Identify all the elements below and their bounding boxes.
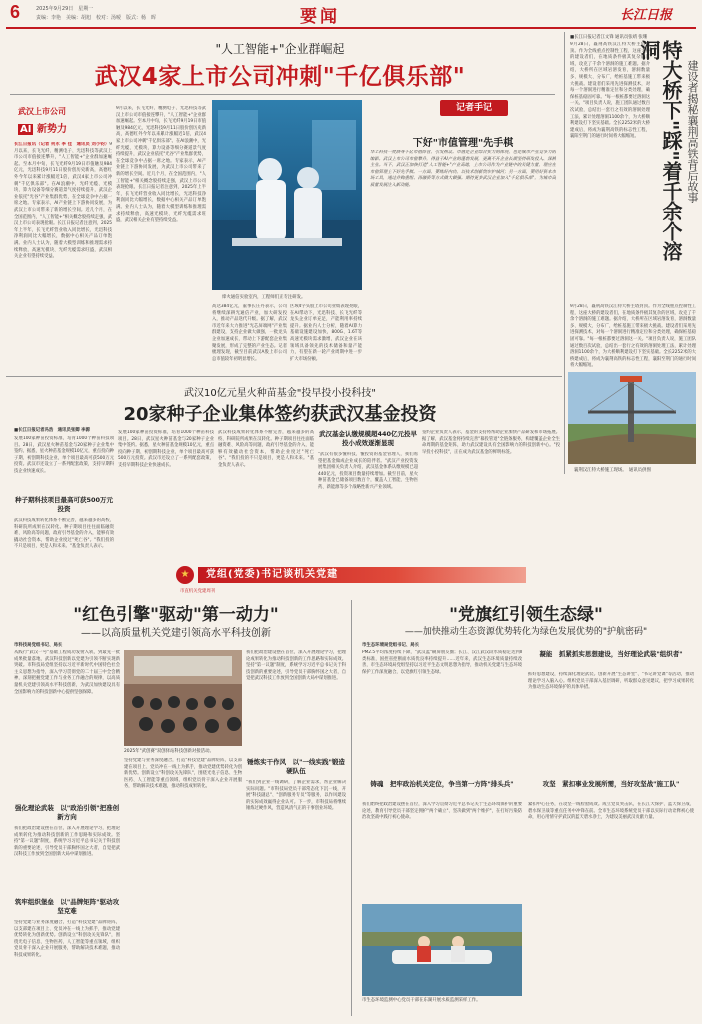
party-left-headline: "红色引擎"驱动"第一动力"	[73, 605, 279, 625]
lead-byline: 长江日报讯（记者 何永 李 佳 通讯员 刘小钧）	[14, 142, 110, 147]
party-right-headline: "党旗红引领生态绿"	[449, 605, 603, 625]
party-left-body-2: 我们把政治建设摆在首位，深入开展理论学习，把理论成果转化为推动科技创新的工作思路和实际成效。坚持"第一议题"制度，系统学习习近平总书记关于科技创新的重要论述，引导党员干部胸怀国之大者，自觉把武汉科技工作放到全国创新大局中谋划推进。	[14, 826, 120, 858]
party-left-subhead-2: 筑牢组织堡垒 以"品牌矩阵"驱动攻坚克难	[14, 898, 120, 915]
section-rule-1	[6, 376, 562, 377]
party-left-body-1: 从践行"武汉一号"基础工程成功发射入轨，到最先一批成果批量落地，武汉科技创新以党建为引领不断实现新突破。市科技局党组坚持以习近平新时代中国特色社会主义思想为指导，深入学习贯彻党的二十届三中全会精神，深刻把握党建工作与业务工作融合的规律，以高质量机关党建引领高水平科技创新，为武汉加快建设具有全国影响力的科技创新中心提供坚强保障。	[14, 650, 120, 695]
lead-kicker: "人工智能+"企业群崛起	[215, 42, 345, 56]
editors-line: 责编：李艳 美编：胡旭 校对：汤嗳 版式：杨 晖	[36, 15, 157, 21]
party-sub-banner: 市直机关党建周刊	[180, 589, 216, 594]
section-name: 要闻	[300, 7, 340, 27]
party-right-byline: 市生态环境局党组书记、局长	[362, 643, 420, 648]
party-banner	[176, 566, 526, 584]
commentary-tag	[440, 100, 508, 116]
lead-headline: 武汉4家上市公司冲刺"千亿俱乐部"	[94, 64, 466, 90]
lead-body-col2: 9月以来，长飞光纤、精测电子、光迅科技等武汉上市公司市值接连攀升，"人工智能+"企业群加速崛起。至本月中旬，长飞光纤9月19日市值触及984亿元，光迅科技9月11日股价创历史新高，高德红外今年以来累计涨幅近1倍，武汉4家上市公司冲刺"千亿俱乐部"。在AI浪潮中，光纤光缆、光模块、算力设备等细分赛道景气度持续提升，武汉企业依托"光谷"产业集群优势，在全球竞争中占据一席之地。专家表示，AI产业链上下游协同发展，为武汉上市公司带来了新的增长空间。近几个月，在全国范围内，"人工智能+"相关概念股持续走强，武汉上市公司表现抢眼。长江日报记者注意到，2025年上半年，长飞光纤营业收入同比增长，光迅科技净利润同比大幅增长，数据中心相关产品订单饱满。业内人士认为，随着大模型训练和推理需求持续释放，高速光模块、光纤光缆需求旺盛，武汉相关企业有望持续受益。	[116, 106, 206, 224]
side-vertical-title: 特大桥下"踩"着千余个溶洞	[637, 40, 683, 261]
party-emblem-icon: ★	[176, 566, 194, 584]
investment-byline: ■长江日报记者冯浩 通讯员张卿 李源	[14, 428, 90, 433]
lead-body-col3: 高达384亿元，董事长庄丹表示，公司将继续深耕光通信产业，加大研发投入，推动产品迭代升级。据了解，武汉市近年来大力推进"光芯屏端网"产业集群建设，支持企业做大做强，一批龙头企业加速成长，带动上下游配套企业集聚发展，形成了完整的产业生态。记者梳理发现，截至目前武汉A股上市公司总市值较年初明显增长。	[212, 304, 287, 362]
party-right-body-3: 抓好思想建设，持续深化理论武装。创新开展"生态讲堂"、"书记讲党课"等活动，推动理论学习入脑入心。组织党员干部深入基层调研，听取群众意见建议，把学习成果转化为推动生态环境保护的具体举措。	[528, 672, 694, 691]
party-right-subhead-1: 铸魂 把牢政治机关定位，争当第一方阵"排头兵"	[370, 780, 514, 788]
lead-tag-line1: 武汉上市公司	[18, 107, 66, 116]
investment-body-col2: 发展100家种苗投资标准，培育1000个种苗科技项目。28日，武汉星火种苗基金与20家种子企业集中签约。据悉，星火种苗基金规模10亿元，重点投向种子期、初创期科技企业，单个项目最高可获500万元投资。武汉市还设立了一系列配套政策，支持早期科技企业快速成长。	[118, 430, 214, 468]
party-left-subheadline: ——以高质量机关党建引领高水平科技创新	[81, 628, 271, 639]
party-left-subhead-1: 强化理论武装 以"政治引领"把准创新方向	[14, 804, 120, 821]
lab-photo-caption: 烽火通信实验室内，工程师们正专注研发。	[222, 295, 306, 300]
party-left-byline: 市科技局党组书记、局长	[14, 643, 63, 648]
investment-body-1: 发展100家种苗投资标准，培育1000个种苗科技项目。28日，武汉星火种苗基金与20家种子企业集中签约。据悉，星火种苗基金规模10亿元，重点投向种子期、初创期科技企业，单个项目最高可获500万元投资。武汉市还设立了一系列配套政策，支持早期科技企业快速成长。	[14, 436, 114, 474]
party-center-divider	[351, 600, 352, 1016]
investment-headline: 20家种子企业集体签约获武汉基金投资	[123, 404, 437, 425]
lead-headline-rule	[10, 94, 555, 95]
investment-body-2: 武汉科技成果转化体系不断完善，越来越多的高校、科研院所成果在汉转化。种子期项目往往面临融资难、风险高等问题，政府引导基金的介入，能够有效撬动社会资本，帮助企业度过"死亡谷"。"我们投的不只是项目，更是人和未来。"基金负责人表示。	[14, 518, 114, 550]
water-sampling-photo	[362, 904, 522, 996]
lead-tag	[18, 106, 108, 136]
water-sampling-photo-caption: 市生态环境监测中心党员干部在东湖开展水质监测采样工作。	[362, 998, 481, 1003]
commentary-body: 华工科技一度跻身千亿市值阵营，引发热议。市值是企业综合实力的体现，也是城市产业竞争力的缩影。武汉上市公司市值攀升，得益于AI产业的蓬勃发展，更离不开企业长期坚持研发投入、深耕主业。当下，武汉正加快打造"人工智能+"产业高地，上市公司作为产业链中的关键力量，理应在市值管理上下好先手棋。一方面，要练好内功，以技术创新筑牢护城河；另一方面，要用好资本市场工具，通过并购重组、再融资等方式做大做强。期待更多武汉企业加入"千亿俱乐部"，为城市高质量发展注入新动能。	[370, 150, 556, 188]
investment-subhead-1: 种子期科技项目最高可获500万元投资	[14, 496, 114, 513]
party-left-subhead-3: 锤炼实干作风 以"一线实践"锻造硬队伍	[247, 758, 345, 775]
lead-tag-line2: 新势力	[36, 124, 67, 135]
lead-tag-ai-badge: AI	[20, 124, 32, 135]
date-line: 2025年9月29日 星期一	[36, 6, 94, 12]
investment-kicker: 武汉10亿元星火种苗基金"投早投小投科技"	[184, 388, 376, 399]
party-right-subhead-3: 攻坚 紧扣事业发展所需，当好攻坚战"施工队"	[542, 780, 680, 788]
masthead-rule	[6, 27, 696, 29]
side-divider	[564, 32, 565, 474]
side-vertical-subtitle: 建设者揭秘襄荆高铁背后故事	[686, 60, 699, 203]
masthead	[0, 0, 702, 28]
investment-body-col3: 武汉科技成果转化体系不断完善，越来越多的高校、科研院所成果在汉转化。种子期项目往往面临融资难、风险高等问题，政府引导基金的介入，能够有效撬动社会资本，帮助企业度过"死亡谷"。"我们投的不只是项目，更是人和未来。"基金负责人表示。	[218, 430, 314, 468]
party-left-body-col2: 坚持党建与业务深度融合，打造"科技党建"品牌矩阵，以支部建在项目上、党员冲在一线上为抓手，推动党建优势转化为创新优势。创新设立"科创攻关先锋队"，围绕光电子信息、生物医药、人工智能等重点领域，组织党员骨干深入企业开展服务，帮助解决技术难题，推动科技成果转化。	[124, 758, 242, 790]
party-right-body-2: 我们始终把政治建设摆在首位，深入学习贯彻习近平总书记关于生态环境保护的重要论述，教育引导党员干部坚定拥护"两个确立"、坚决做到"两个维护"，在打好污染防治攻坚战中践行初心使命。	[362, 802, 522, 821]
party-right-body-1: PM2.5平均浓度持续下降，"武汉蓝"刷屏朋友圈；长江、汉江武汉段水质稳定达到Ⅱ类标准，国控省控断面水质优良率持续提升……近年来，武汉生态环境质量持续改善，市生态环境局党组坚持以习近平生态文明思想为指导，推动机关党建与生态环境保护工作深度融合，以党旗红引领生态绿。	[362, 650, 522, 675]
side-header: ■长江日报记者江文锋 通讯员张靖 张珊	[570, 35, 648, 40]
meeting-photo-caption: 2025年"武创赛"双创驿站科技创新对接活动。	[124, 749, 214, 754]
party-right-subheadline: ——加快推动生态资源优势转化为绿色发展优势的"护航密码"	[404, 627, 648, 637]
commentary-title: 下好"市值管理"先手棋	[412, 138, 514, 149]
party-banner-title: 党组(党委)书记谈机关党建	[206, 569, 339, 580]
party-left-body-4: "我们到企业一线调研，了解企业需求，帮企业解决实际问题。"市科技局党员干部常态化下沉一线，开展"科技副总"、"创新服务专员"等服务，以作风建设的实际成效赢得企业认可。下一步，市科技局将继续锤炼过硬作风，营造风清气正的干事创业环境。	[246, 780, 346, 812]
meeting-photo	[124, 650, 242, 746]
investment-body-4: 签约企业负责人表示，基金的支持将帮助企业加快产品研发和市场拓展。据了解，武汉基金将持续完善"募投管退"全链条服务，构建覆盖企业全生命周期的基金矩阵，助力武汉建设具有全国影响力的科技创新中心。"投早投小投科技"，正在成为武汉基金的鲜明标签。	[422, 430, 560, 455]
party-right-subhead-2: 凝能 抓紧抓实思想建设，当好理论武装"组织者"	[539, 650, 683, 658]
investment-subhead-2: 武汉基金认缴规模超440亿元投早投小成效逐渐显现	[318, 430, 418, 447]
side-body-lower: 9月28日，襄荆高铁汉江特大桥主塔封顶。作为全线重点控制性工程，这座大桥的建设者们，在地质条件极其复杂的区域，攻克了千余个溶洞的施工难题。据介绍，大桥所在区域岩溶发育，溶洞数量多、规模大、分布广，给桩基施工带来极大挑战。建设者们采用先进探测技术，对每一个溶洞进行精准定位和分类处理，确保桩基稳固可靠。"每一根桩都要过溶洞这一关。"项目负责人说，施工团队通过数百次试验，总结出一套行之有效的溶洞处理工法，累计处理溶洞1100余个，为大桥顺利建设打下坚实基础。全长2252米的大桥建成后，将成为襄荆高铁的标志性工程，襄阳至荆门的通行时间将大幅缩短。	[570, 304, 696, 368]
bridge-photo	[568, 372, 696, 464]
side-body-upper: 9月28日，襄荆高铁汉江特大桥主塔封顶。作为全线重点控制性工程，这座大桥的建设者们，在地质条件极其复杂的区域，攻克了千余个溶洞的施工难题。据介绍，大桥所在区域岩溶发育，溶洞数量多、规模大、分布广，给桩基施工带来极大挑战。建设者们采用先进探测技术，对每一个溶洞进行精准定位和分类处理，确保桩基稳固可靠。"每一根桩都要过溶洞这一关。"项目负责人说，施工团队通过数百次试验，总结出一套行之有效的溶洞处理工法，累计处理溶洞1100余个，为大桥顺利建设打下坚实基础。全长2252米的大桥建成后，将成为襄荆高铁的标志性工程，襄阳至荆门的通行时间将大幅缩短。	[570, 42, 650, 140]
investment-body-3: "武汉有很多懂科技、懂投资的基金管理人，我们希望把基金做成企业成长的陪伴者。"武汉产业投资发展集团相关负责人介绍，武汉基金体系认缴规模已超440亿元，投资项目数量持续增加。截至目前，星火种苗基金已储备项目数百个，覆盖人工智能、生物医药、新能源等多个战略性新兴产业领域。	[318, 452, 418, 490]
party-right-body-4: 紧扣中心任务，在攻坚一线检验成效。成立党员突击队，在长江大保护、蓝天保卫战、碧水保卫战等重点任务中冲锋在前。全市生态环境系统党员干部以实际行动诠释初心使命，用心用情守护武汉的蓝天碧水净土，为建设美丽武汉贡献力量。	[528, 802, 694, 821]
lead-body-col4: 区域4字头股上市公司业绩表现亮眼，在AI带动下，光迅科技、长飞光纤等龙头企业订单充足，产能利用率持续提升。据业内人士分析，随着AI算力基础设施建设加快，800G、1.6T等高速光模块需求激增，武汉企业在该领域具备领先的技术储备和量产能力，有望在新一轮产业周期中进一步扩大市场份额。	[290, 304, 362, 362]
commentary-tag-label: 记者手记	[455, 103, 492, 113]
paper-name-logo: 长江日报	[620, 8, 673, 23]
party-left-body-col3-top: 我们把政治建设摆在首位，深入开展理论学习，把理论成果转化为推动科技创新的工作思路和实际成效。坚持"第一议题"制度，系统学习习近平总书记关于科技创新的重要论述，引导党员干部胸怀国之大者，自觉把武汉科技工作放到全国创新大局中谋划推进。	[246, 650, 346, 682]
party-left-body-3: 坚持党建与业务深度融合，打造"科技党建"品牌矩阵，以支部建在项目上、党员冲在一线上为抓手，推动党建优势转化为创新优势。创新设立"科创攻关先锋队"，围绕光电子信息、生物医药、人工智能等重点领域，组织党员骨干深入企业开展服务，帮助解决技术难题，推动科技成果转化。	[14, 920, 120, 958]
bridge-photo-caption: 襄荆汉江特大桥施工现场。 通讯员供图	[574, 468, 651, 473]
lead-body-text: 9月以来，长飞光纤、精测电子、光迅科技等武汉上市公司市值接连攀升，"人工智能+"企业群加速崛起。至本月中旬，长飞光纤9月19日市值触及984亿元，光迅科技9月11日股价创历史新高，高德红外今年以来累计涨幅近1倍，武汉4家上市公司冲刺"千亿俱乐部"。在AI浪潮中，光纤光缆、光模块、算力设备等细分赛道景气度持续提升，武汉企业依托"光谷"产业集群优势，在全球竞争中占据一席之地。专家表示，AI产业链上下游协同发展，为武汉上市公司带来了新的增长空间。近几个月，在全国范围内，"人工智能+"相关概念股持续走强，武汉上市公司表现抢眼。长江日报记者注意到，2025年上半年，长飞光纤营业收入同比增长，光迅科技净利润同比大幅增长，数据中心相关产品订单饱满。业内人士认为，随着大模型训练和推理需求持续释放，高速光模块、光纤光缆需求旺盛，武汉相关企业有望持续受益。	[14, 142, 112, 260]
lab-photo	[212, 100, 362, 290]
lead-body-col1	[14, 142, 112, 370]
page-number: 6	[10, 2, 21, 22]
